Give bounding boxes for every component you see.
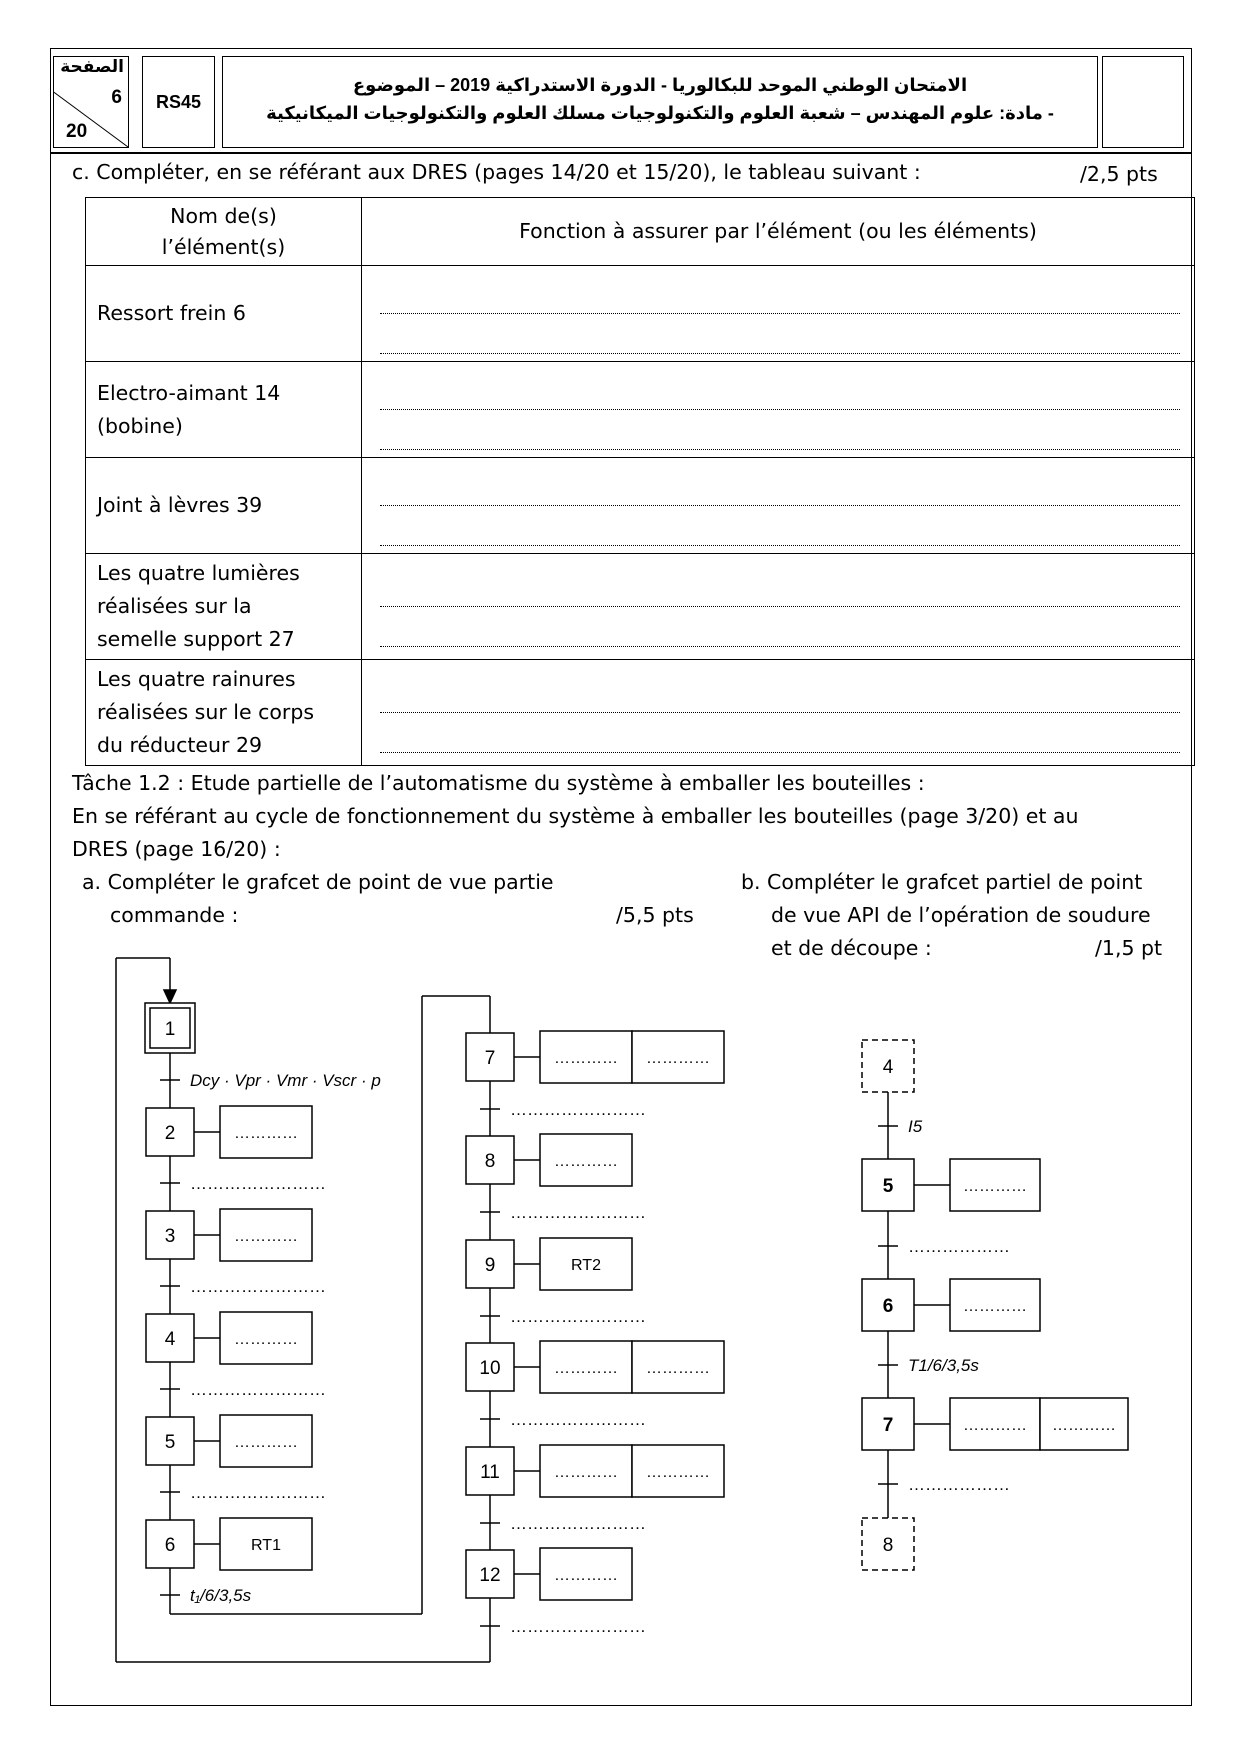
element-name-line: (bobine)	[97, 413, 183, 438]
action-label[interactable]: …………	[963, 1417, 1027, 1434]
action-label[interactable]: …………	[963, 1298, 1027, 1315]
col-name-header-line2: l’élément(s)	[161, 234, 286, 259]
step-number: 6	[882, 1296, 894, 1317]
exam-title-line2: - مادة: علوم المهندس – شعبة العلوم والتكنولوجيات مسلك العلوم والتكنولوجيات الميكانيكية	[266, 103, 1054, 123]
action-label[interactable]: …………	[554, 1567, 618, 1584]
step-number: 8	[882, 1535, 894, 1556]
step-3	[146, 1211, 194, 1259]
step-number: 2	[164, 1123, 176, 1144]
col-function-header: Fonction à assurer par l’élément (ou les éléments)	[362, 198, 1195, 266]
action-label[interactable]: …………	[554, 1360, 618, 1377]
step-number: 4	[164, 1329, 176, 1350]
step-number: 10	[479, 1358, 501, 1379]
step-number: 11	[480, 1462, 500, 1483]
receptivity-label[interactable]: ………………	[908, 1475, 1010, 1494]
step-2	[146, 1108, 194, 1156]
element-name-line: Ressort frein 6	[97, 301, 246, 325]
step-6	[862, 1279, 914, 1331]
step-7	[466, 1033, 514, 1081]
action-label[interactable]: …………	[554, 1153, 618, 1170]
step-4	[146, 1314, 194, 1362]
step-12	[466, 1550, 514, 1598]
question-a-line2: commande :	[110, 903, 239, 927]
step-number: 7	[882, 1415, 894, 1436]
step-number: 3	[164, 1226, 176, 1247]
receptivity-label[interactable]: ……………………	[510, 1100, 646, 1119]
step-number: 4	[882, 1057, 894, 1078]
step-number: 8	[484, 1151, 496, 1172]
col-name-header-line1: Nom de(s)	[170, 203, 277, 228]
receptivity-label[interactable]: ……………………	[190, 1174, 326, 1193]
grafcet-a	[116, 958, 724, 1662]
element-name-line: réalisées sur la	[97, 594, 252, 618]
action-label[interactable]: …………	[234, 1228, 298, 1245]
question-b-line2: de vue API de l’opération de soudure	[771, 903, 1151, 927]
task-title: Tâche 1.2 : Etude partielle de l’automatisme du système à emballer les bouteilles :	[72, 771, 925, 795]
step-8	[862, 1518, 914, 1570]
action-label[interactable]: …………	[646, 1360, 710, 1377]
step-number: 5	[164, 1432, 176, 1453]
step-5	[862, 1159, 914, 1211]
step-7	[862, 1398, 914, 1450]
action-label[interactable]: …………	[646, 1464, 710, 1481]
receptivity-1[interactable]: Dcy · Vpr · Vmr · Vscr · p	[190, 1071, 381, 1090]
question-c-points: /2,5 pts	[1080, 162, 1158, 186]
action-label[interactable]: …………	[234, 1331, 298, 1348]
action-label[interactable]: …………	[646, 1050, 710, 1067]
action-label[interactable]: …………	[963, 1178, 1027, 1195]
step-9	[466, 1240, 514, 1288]
question-b-line3: et de découpe :	[771, 936, 932, 960]
question-a-points: /5,5 pts	[616, 903, 694, 927]
step-number: 12	[479, 1565, 501, 1586]
exam-code: RS45	[142, 56, 215, 148]
step-11	[466, 1447, 514, 1495]
task-intro-line2: DRES (page 16/20) :	[72, 837, 281, 861]
element-name-line: semelle support 27	[97, 627, 295, 651]
step-number: 7	[484, 1048, 496, 1069]
element-name-line: Electro-aimant 14	[97, 380, 281, 405]
receptivity-label[interactable]: ……………………	[510, 1617, 646, 1636]
receptivity-label[interactable]: ………………	[908, 1237, 1010, 1256]
step-8	[466, 1136, 514, 1184]
action-label[interactable]: …………	[1052, 1417, 1116, 1434]
element-name-line: Joint à lèvres 39	[97, 493, 263, 517]
action-label[interactable]: …………	[234, 1434, 298, 1451]
element-name-line: du réducteur 29	[97, 733, 263, 757]
step-number: 5	[882, 1176, 894, 1197]
receptivity-t1[interactable]: T1/6/3,5s	[908, 1356, 979, 1375]
receptivity-label[interactable]: ……………………	[510, 1514, 646, 1533]
arrow-icon	[164, 990, 176, 1003]
question-b-points: /1,5 pt	[1095, 936, 1163, 960]
receptivity-label[interactable]: ……………………	[190, 1380, 326, 1399]
step-number: 1	[164, 1019, 176, 1040]
step-4	[862, 1040, 914, 1092]
action-label[interactable]: …………	[234, 1125, 298, 1142]
step-number: 6	[164, 1535, 176, 1556]
receptivity-label[interactable]: ……………………	[510, 1410, 646, 1429]
page-total: 20	[66, 121, 88, 142]
receptivity-i5[interactable]: I5	[908, 1117, 923, 1136]
page-number: 6	[111, 87, 122, 108]
question-b-line1: b. Compléter le grafcet partiel de point	[741, 870, 1143, 894]
receptivity-label[interactable]: ……………………	[190, 1277, 326, 1296]
receptivity-6[interactable]: t₁/6/3,5s	[190, 1586, 252, 1605]
action-label[interactable]: RT2	[571, 1257, 601, 1274]
receptivity-label[interactable]: ……………………	[510, 1203, 646, 1222]
grafcet-b	[862, 1040, 1128, 1570]
question-c: c. Compléter, en se référant aux DRES (pages 14/20 et 15/20), le tableau suivant :	[72, 160, 921, 184]
step-5	[146, 1417, 194, 1465]
receptivity-label[interactable]: ……………………	[510, 1307, 646, 1326]
action-label[interactable]: …………	[554, 1464, 618, 1481]
step-1	[145, 1003, 195, 1053]
step-number: 9	[484, 1255, 496, 1276]
action-label[interactable]: RT1	[251, 1537, 281, 1554]
action-label[interactable]: …………	[554, 1050, 618, 1067]
element-name-line: Les quatre rainures	[97, 667, 296, 691]
element-name-line: Les quatre lumières	[97, 561, 300, 585]
step-10	[466, 1343, 514, 1391]
exam-title-line1: الامتحان الوطني الموحد للبكالوريا - الدورة الاستدراكية 2019 – الموضوع	[352, 75, 968, 95]
step-6	[146, 1520, 194, 1568]
receptivity-label[interactable]: ……………………	[190, 1483, 326, 1502]
task-intro-line1: En se référant au cycle de fonctionnement du système à emballer les bouteilles (page 3/20) et au	[72, 804, 1079, 828]
question-a-line1: a. Compléter le grafcet de point de vue partie	[82, 870, 554, 894]
element-name-line: réalisées sur le corps	[97, 700, 315, 724]
page-word: الصفحة	[60, 57, 124, 76]
